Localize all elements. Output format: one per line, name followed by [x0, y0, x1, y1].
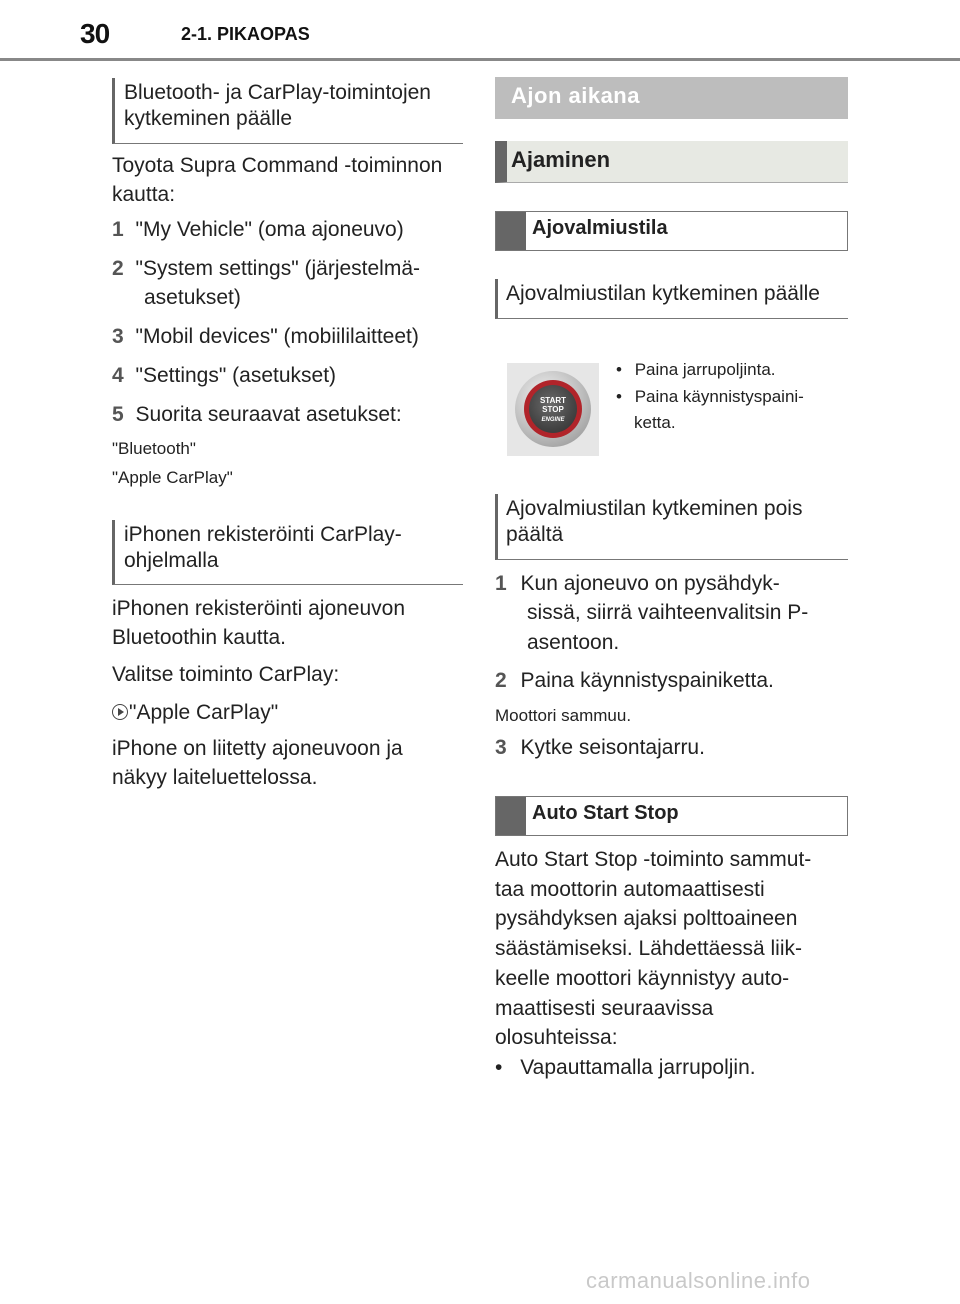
- off-step-1-line3: asentoon.: [527, 631, 620, 654]
- topic-heading-auto-start-stop: [495, 796, 848, 836]
- paragraph-line: maattisesti seuraavissa: [495, 996, 714, 1020]
- step-text: Paina käynnistyspainiketta.: [520, 669, 774, 692]
- step-text: Kytke seisontajarru.: [520, 736, 705, 759]
- heading-drive-ready-on: Ajovalmiustilan kytkeminen päälle: [495, 279, 848, 319]
- button-bezel: [515, 371, 591, 447]
- step-2-cont: asetukset): [144, 286, 241, 309]
- paragraph-line: taa moottorin automaattisesti: [495, 877, 765, 901]
- bullet-text: Paina käynnistyspaini-: [634, 387, 804, 406]
- bullet-start-button: [616, 384, 804, 410]
- paragraph-line: keelle moottori käynnistyy auto-: [495, 966, 790, 990]
- step-number: 1: [495, 572, 507, 595]
- paragraph-connected: iPhone on liitetty ajoneuvoon ja näkyy laiteluettelossa.: [112, 737, 403, 789]
- topic-bar: [496, 797, 526, 835]
- off-step-2: [495, 666, 774, 695]
- step-number: 5: [112, 403, 124, 426]
- topic-label: Auto Start Stop: [532, 802, 679, 824]
- step-text: "Settings" (asetukset): [135, 364, 337, 387]
- paragraph-line: olosuhteissa:: [495, 1026, 618, 1050]
- button-face: [529, 385, 577, 433]
- step-4: [112, 361, 336, 390]
- button-text-engine: ENGINE: [541, 417, 565, 423]
- off-step-1-line2: sissä, siirrä vaihteenvalitsin P-: [527, 601, 809, 624]
- engine-off-note: Moottori sammuu.: [495, 706, 632, 725]
- step-text: "My Vehicle" (oma ajoneuvo): [135, 218, 404, 241]
- topic-bar: [496, 212, 526, 250]
- step-number: 2: [112, 257, 124, 280]
- step-text: Kun ajoneuvo on pysähdyk-: [520, 572, 780, 595]
- off-step-3: [495, 733, 705, 762]
- heading-iphone-registration: iPhonen rekisteröinti CarPlay-ohjelmalla: [112, 520, 463, 585]
- button-text-start: START: [539, 396, 567, 405]
- topic-label: Ajovalmiustila: [532, 217, 668, 239]
- auto-start-stop-paragraph: [495, 845, 811, 1053]
- watermark: carmanualsonline.info: [586, 1268, 811, 1293]
- off-step-1: [495, 569, 780, 598]
- paragraph-line: pysähdyksen ajaksi polttoaineen: [495, 907, 798, 931]
- chapter-title: 2-1. PIKAOPAS: [181, 24, 310, 44]
- bullet-text: Paina jarrupoljinta.: [634, 360, 776, 379]
- heading-drive-ready-off: Ajovalmiustilan kytkeminen pois päältä: [495, 494, 848, 560]
- option-bluetooth: "Bluetooth": [112, 439, 196, 458]
- topic-heading-drive-ready: [495, 211, 848, 251]
- paragraph-registration: iPhonen rekisteröinti ajoneuvon Bluetoothin kautta.: [112, 597, 406, 649]
- step-3: [112, 322, 419, 351]
- play-arrow-icon: [112, 704, 128, 720]
- step-text: "System settings" (järjestelmä-: [135, 257, 421, 280]
- bullet-icon: •: [616, 360, 622, 379]
- heading-bluetooth-carplay: Bluetooth- ja CarPlay-toimintojen kytkeminen päälle: [112, 78, 463, 144]
- step-number: 4: [112, 364, 124, 387]
- step-number: 3: [495, 736, 507, 759]
- page-number: 30: [80, 18, 110, 49]
- bullet-text: Vapauttamalla jarrupoljin.: [520, 1056, 756, 1079]
- header-rule: [0, 58, 960, 61]
- paragraph-line: Auto Start Stop -toiminto sammut-: [495, 848, 812, 871]
- paragraph-select: Valitse toiminto CarPlay:: [112, 663, 340, 686]
- button-text-stop: STOP: [542, 405, 564, 414]
- bullet-start-button-cont: ketta.: [634, 413, 676, 432]
- step-number: 1: [112, 218, 124, 241]
- button-ring: [524, 380, 582, 438]
- intro-text: Toyota Supra Command -toiminnon kautta:: [112, 154, 443, 206]
- menu-path: [112, 698, 278, 727]
- subsection-heading: Ajaminen: [495, 141, 848, 183]
- paragraph-line: säästämiseksi. Lähdettäessä liik-: [495, 937, 802, 961]
- bullet-brake: [616, 357, 776, 383]
- start-stop-button-image: [507, 363, 599, 456]
- step-5: [112, 400, 402, 429]
- step-number: 2: [495, 669, 507, 692]
- step-number: 3: [112, 325, 124, 348]
- step-text: "Mobil devices" (mobiililaitteet): [135, 325, 419, 348]
- step-1: [112, 215, 404, 244]
- bullet-icon: •: [616, 387, 622, 406]
- step-text: Suorita seuraavat asetukset:: [135, 403, 402, 426]
- bullet-icon: •: [495, 1056, 503, 1079]
- menu-path-text: "Apple CarPlay": [129, 701, 279, 724]
- step-2: [112, 254, 420, 283]
- option-apple-carplay: "Apple CarPlay": [112, 468, 233, 487]
- bullet-release-brake: [495, 1053, 756, 1082]
- section-heading: Ajon aikana: [495, 77, 848, 119]
